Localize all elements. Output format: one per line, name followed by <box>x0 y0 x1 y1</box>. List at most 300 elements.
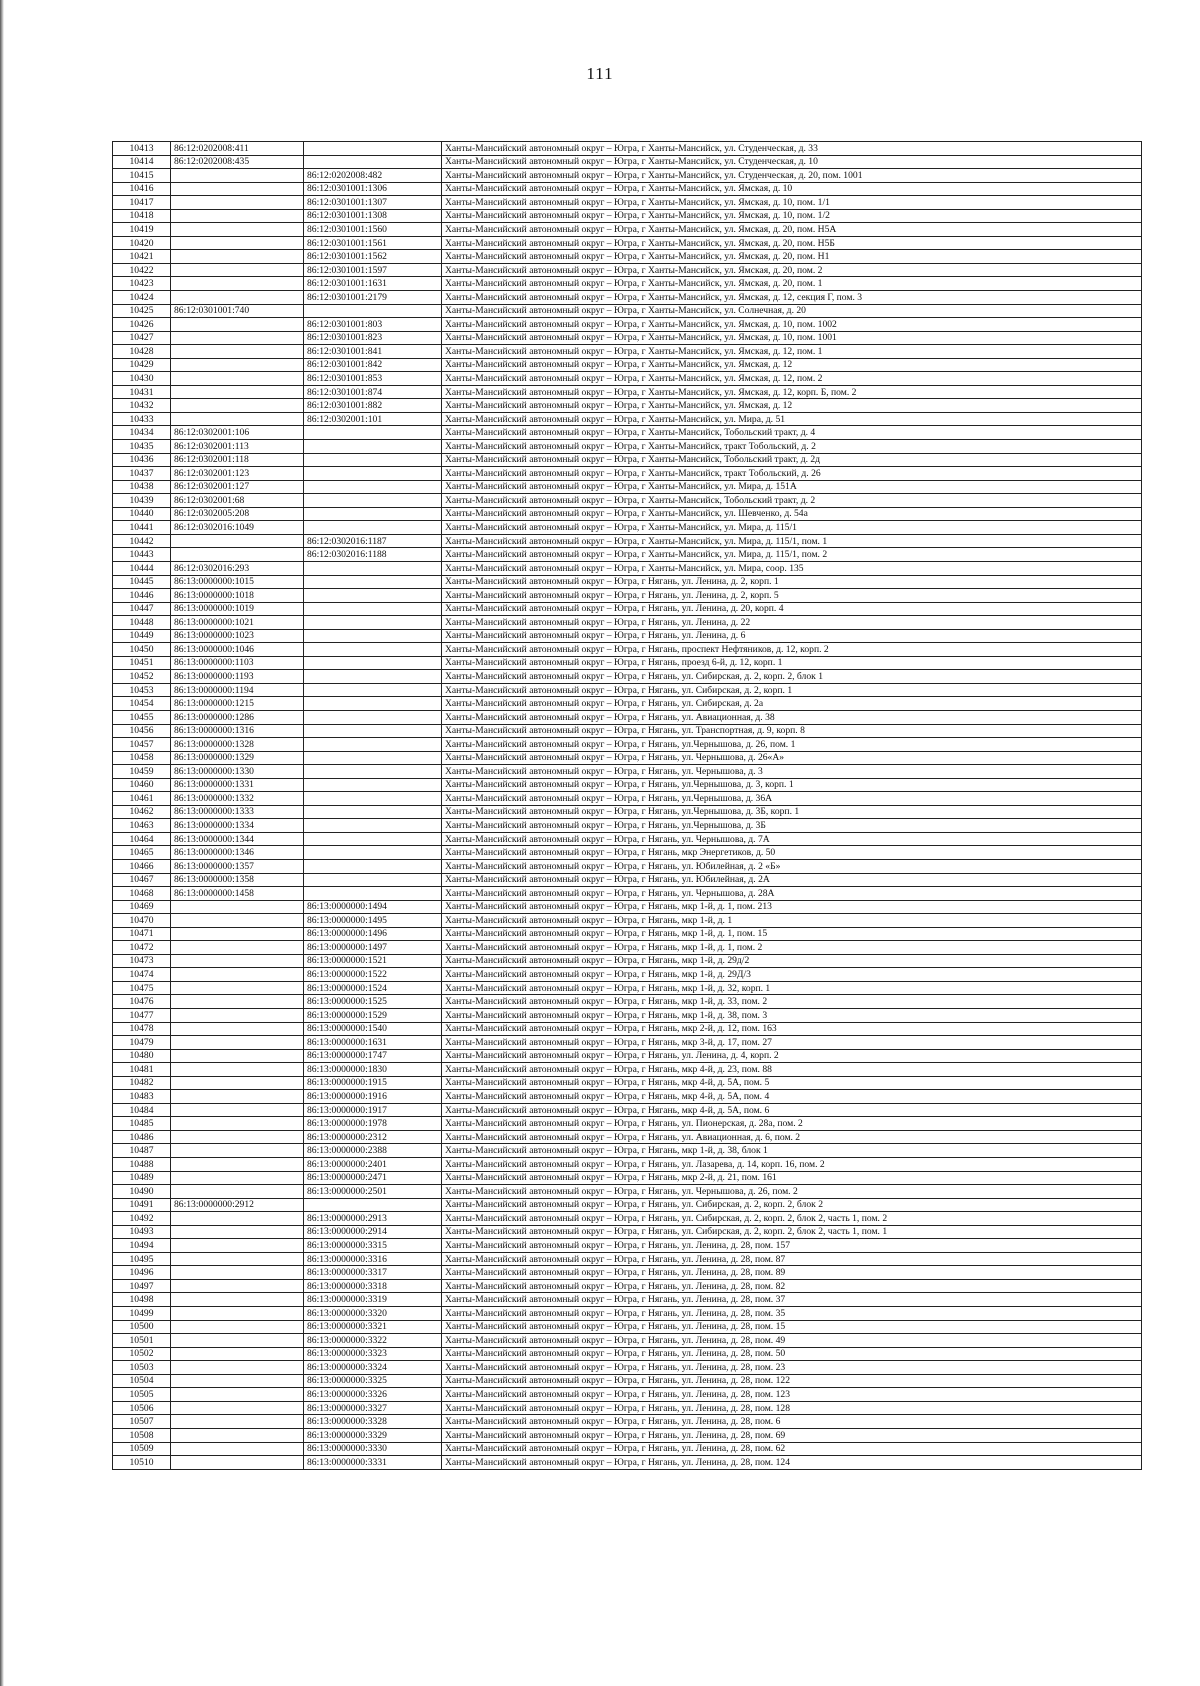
table-row <box>113 358 1142 372</box>
row-number-cell: 10507 <box>113 1415 171 1429</box>
address-cell: Ханты-Мансийский автономный округ – Югра, г Ханты-Мансийск, ул. Ямская, д. 12, секция Г, пом. 3 <box>442 291 1142 305</box>
address-cell: Ханты-Мансийский автономный округ – Югра, г Нягань, мкр 2-й, д. 21, пом. 161 <box>442 1171 1142 1185</box>
address-cell: Ханты-Мансийский автономный округ – Югра, г Нягань, ул. Ленина, д. 22 <box>442 616 1142 630</box>
address-cell: Ханты-Мансийский автономный округ – Югра, г Нягань, ул. Ленина, д. 28, пом. 89 <box>442 1266 1142 1280</box>
address-cell: Ханты-Мансийский автономный округ – Югра, г Нягань, мкр 1-й, д. 1, пом. 15 <box>442 927 1142 941</box>
object-cadastral-number-cell: 86:13:0000000:1496 <box>304 927 442 941</box>
address-cell: Ханты-Мансийский автономный округ – Югра, г Нягань, мкр 1-й, д. 38, пом. 3 <box>442 1009 1142 1023</box>
land-cadastral-number-cell: 86:13:0000000:1346 <box>171 846 304 860</box>
land-cadastral-number-cell <box>171 1117 304 1131</box>
address-cell: Ханты-Мансийский автономный округ – Югра, г Нягань, ул. Лазарева, д. 14, корп. 16, пом. 2 <box>442 1158 1142 1172</box>
address-cell: Ханты-Мансийский автономный округ – Югра, г Нягань, ул. Ленина, д. 2, корп. 1 <box>442 575 1142 589</box>
address-cell: Ханты-Мансийский автономный округ – Югра, г Ханты-Мансийск, ул. Мира, д. 115/1 <box>442 521 1142 535</box>
land-cadastral-number-cell: 86:13:0000000:1328 <box>171 738 304 752</box>
object-cadastral-number-cell <box>304 507 442 521</box>
table-row <box>113 1063 1142 1077</box>
address-cell: Ханты-Мансийский автономный округ – Югра, г Нягань, ул. Ленина, д. 28, пом. 82 <box>442 1279 1142 1293</box>
row-number-cell: 10425 <box>113 304 171 318</box>
object-cadastral-number-cell: 86:13:0000000:3324 <box>304 1361 442 1375</box>
land-cadastral-number-cell <box>171 981 304 995</box>
object-cadastral-number-cell: 86:13:0000000:2914 <box>304 1225 442 1239</box>
address-cell: Ханты-Мансийский автономный округ – Югра, г Нягань, ул. Сибирская, д. 2, корп. 2, блок 2, часть 1, пом. 2 <box>442 1212 1142 1226</box>
row-number-cell: 10424 <box>113 291 171 305</box>
table-row <box>113 331 1142 345</box>
land-cadastral-number-cell <box>171 1036 304 1050</box>
address-cell: Ханты-Мансийский автономный округ – Югра, г Нягань, ул. Ленина, д. 28, пом. 23 <box>442 1361 1142 1375</box>
land-cadastral-number-cell: 86:13:0000000:1193 <box>171 670 304 684</box>
row-number-cell: 10426 <box>113 318 171 332</box>
land-cadastral-number-cell <box>171 412 304 426</box>
row-number-cell: 10494 <box>113 1239 171 1253</box>
row-number-cell: 10413 <box>113 142 171 156</box>
object-cadastral-number-cell: 86:13:0000000:3320 <box>304 1307 442 1321</box>
row-number-cell: 10441 <box>113 521 171 535</box>
table-row <box>113 507 1142 521</box>
row-number-cell: 10477 <box>113 1009 171 1023</box>
table-row <box>113 670 1142 684</box>
table-row <box>113 589 1142 603</box>
land-cadastral-number-cell <box>171 968 304 982</box>
land-cadastral-number-cell <box>171 1334 304 1348</box>
object-cadastral-number-cell: 86:13:0000000:1529 <box>304 1009 442 1023</box>
object-cadastral-number-cell: 86:12:0302001:101 <box>304 412 442 426</box>
table-row <box>113 968 1142 982</box>
object-cadastral-number-cell: 86:12:0301001:842 <box>304 358 442 372</box>
table-row <box>113 548 1142 562</box>
table-row <box>113 1185 1142 1199</box>
table-row <box>113 1442 1142 1456</box>
address-cell: Ханты-Мансийский автономный округ – Югра, г Нягань, ул. Юбилейная, д. 2А <box>442 873 1142 887</box>
land-cadastral-number-cell <box>171 1320 304 1334</box>
land-cadastral-number-cell <box>171 250 304 264</box>
row-number-cell: 10503 <box>113 1361 171 1375</box>
row-number-cell: 10448 <box>113 616 171 630</box>
row-number-cell: 10419 <box>113 223 171 237</box>
address-cell: Ханты-Мансийский автономный округ – Югра, г Нягань, ул. Сибирская, д. 2, корп. 2, блок 1 <box>442 670 1142 684</box>
address-cell: Ханты-Мансийский автономный округ – Югра, г Нягань, ул. Ленина, д. 28, пом. 37 <box>442 1293 1142 1307</box>
table-row <box>113 616 1142 630</box>
row-number-cell: 10505 <box>113 1388 171 1402</box>
row-number-cell: 10475 <box>113 981 171 995</box>
table-row <box>113 1401 1142 1415</box>
row-number-cell: 10445 <box>113 575 171 589</box>
address-cell: Ханты-Мансийский автономный округ – Югра, г Нягань, ул. Ленина, д. 28, пом. 69 <box>442 1428 1142 1442</box>
address-cell: Ханты-Мансийский автономный округ – Югра, г Ханты-Мансийск, ул. Шевченко, д. 54а <box>442 507 1142 521</box>
row-number-cell: 10422 <box>113 263 171 277</box>
table-row <box>113 643 1142 657</box>
table-row <box>113 819 1142 833</box>
table-row <box>113 534 1142 548</box>
address-cell: Ханты-Мансийский автономный округ – Югра, г Ханты-Мансийск, ул. Ямская, д. 10, пом. 1001 <box>442 331 1142 345</box>
address-cell: Ханты-Мансийский автономный округ – Югра, г Нягань, мкр 2-й, д. 12, пом. 163 <box>442 1022 1142 1036</box>
row-number-cell: 10423 <box>113 277 171 291</box>
table-row <box>113 1022 1142 1036</box>
land-cadastral-number-cell: 86:12:0302016:293 <box>171 561 304 575</box>
table-row <box>113 859 1142 873</box>
table-row <box>113 1076 1142 1090</box>
object-cadastral-number-cell <box>304 643 442 657</box>
row-number-cell: 10452 <box>113 670 171 684</box>
address-cell: Ханты-Мансийский автономный округ – Югра, г Ханты-Мансийск, ул. Ямская, д. 20, пом. Н5А <box>442 223 1142 237</box>
address-cell: Ханты-Мансийский автономный округ – Югра, г Ханты-Мансийск, ул. Ямская, д. 20, пом. Н5Б <box>442 236 1142 250</box>
object-cadastral-number-cell: 86:12:0301001:1560 <box>304 223 442 237</box>
row-number-cell: 10434 <box>113 426 171 440</box>
row-number-cell: 10455 <box>113 710 171 724</box>
address-cell: Ханты-Мансийский автономный округ – Югра, г Нягань, ул. Чернышова, д. 28А <box>442 887 1142 901</box>
table-row <box>113 575 1142 589</box>
address-cell: Ханты-Мансийский автономный округ – Югра, г Нягань, ул.Чернышова, д. 26, пом. 1 <box>442 738 1142 752</box>
land-cadastral-number-cell: 86:13:0000000:1023 <box>171 629 304 643</box>
land-cadastral-number-cell: 86:13:0000000:1331 <box>171 778 304 792</box>
land-cadastral-number-cell: 86:13:0000000:1458 <box>171 887 304 901</box>
address-cell: Ханты-Мансийский автономный округ – Югра, г Нягань, ул. Чернышова, д. 26«А» <box>442 751 1142 765</box>
address-cell: Ханты-Мансийский автономный округ – Югра, г Нягань, мкр 1-й, д. 1 <box>442 914 1142 928</box>
scan-edge-shadow <box>0 0 4 1686</box>
row-number-cell: 10487 <box>113 1144 171 1158</box>
address-cell: Ханты-Мансийский автономный округ – Югра, г Нягань, ул. Ленина, д. 28, пом. 49 <box>442 1334 1142 1348</box>
row-number-cell: 10467 <box>113 873 171 887</box>
object-cadastral-number-cell: 86:13:0000000:3319 <box>304 1293 442 1307</box>
land-cadastral-number-cell: 86:13:0000000:1103 <box>171 656 304 670</box>
row-number-cell: 10464 <box>113 832 171 846</box>
row-number-cell: 10438 <box>113 480 171 494</box>
row-number-cell: 10501 <box>113 1334 171 1348</box>
table-row <box>113 426 1142 440</box>
table-row <box>113 1252 1142 1266</box>
row-number-cell: 10449 <box>113 629 171 643</box>
row-number-cell: 10497 <box>113 1279 171 1293</box>
table-row <box>113 751 1142 765</box>
row-number-cell: 10440 <box>113 507 171 521</box>
object-cadastral-number-cell <box>304 561 442 575</box>
row-number-cell: 10458 <box>113 751 171 765</box>
row-number-cell: 10493 <box>113 1225 171 1239</box>
row-number-cell: 10504 <box>113 1374 171 1388</box>
table-row <box>113 1117 1142 1131</box>
object-cadastral-number-cell <box>304 859 442 873</box>
address-cell: Ханты-Мансийский автономный округ – Югра, г Нягань, ул. Авиационная, д. 6, пом. 2 <box>442 1130 1142 1144</box>
land-cadastral-number-cell: 86:12:0202008:411 <box>171 142 304 156</box>
address-cell: Ханты-Мансийский автономный округ – Югра, г Ханты-Мансийск, ул. Мира, д. 115/1, пом. 2 <box>442 548 1142 562</box>
land-cadastral-number-cell <box>171 941 304 955</box>
address-cell: Ханты-Мансийский автономный округ – Югра, г Нягань, ул. Чернышова, д. 3 <box>442 765 1142 779</box>
address-cell: Ханты-Мансийский автономный округ – Югра, г Ханты-Мансийск, ул. Солнечная, д. 20 <box>442 304 1142 318</box>
object-cadastral-number-cell: 86:13:0000000:2913 <box>304 1212 442 1226</box>
row-number-cell: 10479 <box>113 1036 171 1050</box>
row-number-cell: 10510 <box>113 1456 171 1470</box>
table-row <box>113 1307 1142 1321</box>
land-cadastral-number-cell <box>171 1225 304 1239</box>
land-cadastral-number-cell: 86:12:0202008:435 <box>171 155 304 169</box>
row-number-cell: 10466 <box>113 859 171 873</box>
address-cell: Ханты-Мансийский автономный округ – Югра, г Нягань, ул.Чернышова, д. 3, корп. 1 <box>442 778 1142 792</box>
address-cell: Ханты-Мансийский автономный округ – Югра, г Нягань, проезд 6-й, д. 12, корп. 1 <box>442 656 1142 670</box>
table-row <box>113 1239 1142 1253</box>
table-row <box>113 1103 1142 1117</box>
address-cell: Ханты-Мансийский автономный округ – Югра, г Нягань, ул. Ленина, д. 28, пом. 62 <box>442 1442 1142 1456</box>
land-cadastral-number-cell <box>171 900 304 914</box>
row-number-cell: 10485 <box>113 1117 171 1131</box>
table-row <box>113 494 1142 508</box>
object-cadastral-number-cell <box>304 670 442 684</box>
table-row <box>113 900 1142 914</box>
table-row <box>113 602 1142 616</box>
row-number-cell: 10509 <box>113 1442 171 1456</box>
land-cadastral-number-cell <box>171 277 304 291</box>
object-cadastral-number-cell: 86:12:0301001:882 <box>304 399 442 413</box>
address-cell: Ханты-Мансийский автономный округ – Югра, г Нягань, ул. Чернышова, д. 26, пом. 2 <box>442 1185 1142 1199</box>
address-cell: Ханты-Мансийский автономный округ – Югра, г Нягань, мкр 4-й, д. 5А, пом. 5 <box>442 1076 1142 1090</box>
address-cell: Ханты-Мансийский автономный округ – Югра, г Ханты-Мансийск, тракт Тобольский, д. 26 <box>442 467 1142 481</box>
address-cell: Ханты-Мансийский автономный округ – Югра, г Нягань, ул. Ленина, д. 28, пом. 6 <box>442 1415 1142 1429</box>
object-cadastral-number-cell <box>304 602 442 616</box>
row-number-cell: 10453 <box>113 683 171 697</box>
table-row <box>113 1049 1142 1063</box>
address-cell: Ханты-Мансийский автономный округ – Югра, г Ханты-Мансийск, ул. Студенческая, д. 33 <box>442 142 1142 156</box>
land-cadastral-number-cell <box>171 1442 304 1456</box>
row-number-cell: 10436 <box>113 453 171 467</box>
land-cadastral-number-cell <box>171 169 304 183</box>
address-cell: Ханты-Мансийский автономный округ – Югра, г Нягань, ул.Чернышова, д. 3Б, корп. 1 <box>442 805 1142 819</box>
address-cell: Ханты-Мансийский автономный округ – Югра, г Нягань, ул. Ленина, д. 28, пом. 124 <box>442 1456 1142 1470</box>
row-number-cell: 10437 <box>113 467 171 481</box>
object-cadastral-number-cell: 86:13:0000000:2471 <box>304 1171 442 1185</box>
table-row <box>113 1374 1142 1388</box>
land-cadastral-number-cell: 86:13:0000000:1019 <box>171 602 304 616</box>
table-row <box>113 263 1142 277</box>
object-cadastral-number-cell: 86:12:0301001:1561 <box>304 236 442 250</box>
address-cell: Ханты-Мансийский автономный округ – Югра, г Нягань, мкр 1-й, д. 1, пом. 213 <box>442 900 1142 914</box>
land-cadastral-number-cell <box>171 182 304 196</box>
object-cadastral-number-cell <box>304 710 442 724</box>
row-number-cell: 10431 <box>113 385 171 399</box>
land-cadastral-number-cell <box>171 534 304 548</box>
page-number: 111 <box>586 64 614 83</box>
address-cell: Ханты-Мансийский автономный округ – Югра, г Ханты-Мансийск, ул. Мира, д. 151А <box>442 480 1142 494</box>
address-cell: Ханты-Мансийский автономный округ – Югра, г Нягань, ул. Юбилейная, д. 2 «Б» <box>442 859 1142 873</box>
object-cadastral-number-cell <box>304 629 442 643</box>
object-cadastral-number-cell: 86:12:0301001:874 <box>304 385 442 399</box>
land-cadastral-number-cell <box>171 1456 304 1470</box>
land-cadastral-number-cell <box>171 331 304 345</box>
land-cadastral-number-cell <box>171 1415 304 1429</box>
table-row <box>113 1266 1142 1280</box>
table-row <box>113 223 1142 237</box>
row-number-cell: 10416 <box>113 182 171 196</box>
table-row <box>113 196 1142 210</box>
row-number-cell: 10439 <box>113 494 171 508</box>
address-cell: Ханты-Мансийский автономный округ – Югра, г Ханты-Мансийск, ул. Ямская, д. 20, пом. 1 <box>442 277 1142 291</box>
address-cell: Ханты-Мансийский автономный округ – Югра, г Нягань, ул. Ленина, д. 28, пом. 15 <box>442 1320 1142 1334</box>
object-cadastral-number-cell: 86:13:0000000:3323 <box>304 1347 442 1361</box>
table-row <box>113 345 1142 359</box>
row-number-cell: 10478 <box>113 1022 171 1036</box>
table-row <box>113 453 1142 467</box>
row-number-cell: 10446 <box>113 589 171 603</box>
row-number-cell: 10414 <box>113 155 171 169</box>
table-row <box>113 372 1142 386</box>
table-row <box>113 1320 1142 1334</box>
row-number-cell: 10500 <box>113 1320 171 1334</box>
land-cadastral-number-cell <box>171 1144 304 1158</box>
address-cell: Ханты-Мансийский автономный округ – Югра, г Нягань, мкр 1-й, д. 1, пом. 2 <box>442 941 1142 955</box>
address-cell: Ханты-Мансийский автономный округ – Югра, г Нягань, мкр 1-й, д. 33, пом. 2 <box>442 995 1142 1009</box>
row-number-cell: 10415 <box>113 169 171 183</box>
land-cadastral-number-cell <box>171 1185 304 1199</box>
address-cell: Ханты-Мансийский автономный округ – Югра, г Нягань, ул. Сибирская, д. 2, корп. 2, блок 2 <box>442 1198 1142 1212</box>
address-cell: Ханты-Мансийский автономный округ – Югра, г Ханты-Мансийск, ул. Ямская, д. 10, пом. 1002 <box>442 318 1142 332</box>
table-row <box>113 467 1142 481</box>
land-cadastral-number-cell: 86:13:0000000:1344 <box>171 832 304 846</box>
table-row <box>113 1158 1142 1172</box>
address-cell: Ханты-Мансийский автономный округ – Югра, г Нягань, ул. Ленина, д. 28, пом. 122 <box>442 1374 1142 1388</box>
object-cadastral-number-cell: 86:13:0000000:3318 <box>304 1279 442 1293</box>
table-row <box>113 778 1142 792</box>
table-row <box>113 1456 1142 1470</box>
address-cell: Ханты-Мансийский автономный округ – Югра, г Нягань, ул. Чернышова, д. 7А <box>442 832 1142 846</box>
address-cell: Ханты-Мансийский автономный округ – Югра, г Нягань, мкр 1-й, д. 32, корп. 1 <box>442 981 1142 995</box>
object-cadastral-number-cell: 86:13:0000000:1525 <box>304 995 442 1009</box>
land-cadastral-number-cell <box>171 1022 304 1036</box>
object-cadastral-number-cell <box>304 426 442 440</box>
object-cadastral-number-cell <box>304 832 442 846</box>
object-cadastral-number-cell: 86:13:0000000:1495 <box>304 914 442 928</box>
land-cadastral-number-cell <box>171 209 304 223</box>
object-cadastral-number-cell: 86:13:0000000:3330 <box>304 1442 442 1456</box>
table-row <box>113 887 1142 901</box>
table-row <box>113 304 1142 318</box>
address-cell: Ханты-Мансийский автономный округ – Югра, г Ханты-Мансийск, ул. Ямская, д. 10, пом. 1/1 <box>442 196 1142 210</box>
row-number-cell: 10428 <box>113 345 171 359</box>
address-cell: Ханты-Мансийский автономный округ – Югра, г Нягань, мкр 4-й, д. 23, пом. 88 <box>442 1063 1142 1077</box>
object-cadastral-number-cell <box>304 1198 442 1212</box>
land-cadastral-number-cell <box>171 1063 304 1077</box>
table-row <box>113 1090 1142 1104</box>
row-number-cell: 10489 <box>113 1171 171 1185</box>
row-number-cell: 10492 <box>113 1212 171 1226</box>
row-number-cell: 10469 <box>113 900 171 914</box>
table-row <box>113 629 1142 643</box>
address-cell: Ханты-Мансийский автономный округ – Югра, г Нягань, мкр 4-й, д. 5А, пом. 4 <box>442 1090 1142 1104</box>
land-cadastral-number-cell: 86:13:0000000:1357 <box>171 859 304 873</box>
object-cadastral-number-cell: 86:13:0000000:3315 <box>304 1239 442 1253</box>
land-cadastral-number-cell: 86:13:0000000:1316 <box>171 724 304 738</box>
object-cadastral-number-cell <box>304 873 442 887</box>
row-number-cell: 10461 <box>113 792 171 806</box>
land-cadastral-number-cell: 86:12:0302001:127 <box>171 480 304 494</box>
table-row <box>113 927 1142 941</box>
table-row <box>113 182 1142 196</box>
land-cadastral-number-cell <box>171 291 304 305</box>
land-cadastral-number-cell: 86:13:0000000:2912 <box>171 1198 304 1212</box>
row-number-cell: 10454 <box>113 697 171 711</box>
row-number-cell: 10480 <box>113 1049 171 1063</box>
table-row <box>113 941 1142 955</box>
object-cadastral-number-cell <box>304 453 442 467</box>
land-cadastral-number-cell: 86:13:0000000:1332 <box>171 792 304 806</box>
row-number-cell: 10421 <box>113 250 171 264</box>
row-number-cell: 10460 <box>113 778 171 792</box>
object-cadastral-number-cell <box>304 819 442 833</box>
address-cell: Ханты-Мансийский автономный округ – Югра, г Нягань, проспект Нефтяников, д. 12, корп. 2 <box>442 643 1142 657</box>
row-number-cell: 10450 <box>113 643 171 657</box>
table-row <box>113 1334 1142 1348</box>
land-cadastral-number-cell: 86:12:0302001:113 <box>171 440 304 454</box>
land-cadastral-number-cell <box>171 995 304 1009</box>
address-cell: Ханты-Мансийский автономный округ – Югра, г Нягань, мкр 4-й, д. 5А, пом. 6 <box>442 1103 1142 1117</box>
address-cell: Ханты-Мансийский автономный округ – Югра, г Ханты-Мансийск, ул. Ямская, д. 12, пом. 1 <box>442 345 1142 359</box>
table-row <box>113 995 1142 1009</box>
table-row <box>113 1009 1142 1023</box>
address-cell: Ханты-Мансийский автономный округ – Югра, г Ханты-Мансийск, ул. Мира, д. 115/1, пом. 1 <box>442 534 1142 548</box>
land-cadastral-number-cell <box>171 1049 304 1063</box>
row-number-cell: 10471 <box>113 927 171 941</box>
row-number-cell: 10432 <box>113 399 171 413</box>
row-number-cell: 10459 <box>113 765 171 779</box>
table-row <box>113 318 1142 332</box>
object-cadastral-number-cell: 86:12:0301001:1307 <box>304 196 442 210</box>
address-cell: Ханты-Мансийский автономный округ – Югра, г Ханты-Мансийск, ул. Ямская, д. 12 <box>442 358 1142 372</box>
object-cadastral-number-cell <box>304 480 442 494</box>
address-cell: Ханты-Мансийский автономный округ – Югра, г Ханты-Мансийск, ул. Студенческая, д. 10 <box>442 155 1142 169</box>
address-cell: Ханты-Мансийский автономный округ – Югра, г Ханты-Мансийск, ул. Ямская, д. 12 <box>442 399 1142 413</box>
address-cell: Ханты-Мансийский автономный округ – Югра, г Нягань, ул.Чернышова, д. 3Б <box>442 819 1142 833</box>
table-row <box>113 683 1142 697</box>
object-cadastral-number-cell: 86:13:0000000:1524 <box>304 981 442 995</box>
row-number-cell: 10476 <box>113 995 171 1009</box>
table-row <box>113 209 1142 223</box>
object-cadastral-number-cell <box>304 778 442 792</box>
object-cadastral-number-cell <box>304 521 442 535</box>
table-row <box>113 1130 1142 1144</box>
land-cadastral-number-cell <box>171 1401 304 1415</box>
object-cadastral-number-cell <box>304 738 442 752</box>
object-cadastral-number-cell: 86:12:0302016:1188 <box>304 548 442 562</box>
land-cadastral-number-cell: 86:13:0000000:1333 <box>171 805 304 819</box>
land-cadastral-number-cell <box>171 196 304 210</box>
object-cadastral-number-cell: 86:13:0000000:3322 <box>304 1334 442 1348</box>
land-cadastral-number-cell: 86:13:0000000:1021 <box>171 616 304 630</box>
object-cadastral-number-cell: 86:13:0000000:1497 <box>304 941 442 955</box>
table-row <box>113 399 1142 413</box>
address-cell: Ханты-Мансийский автономный округ – Югра, г Нягань, ул. Ленина, д. 20, корп. 4 <box>442 602 1142 616</box>
land-cadastral-number-cell: 86:12:0302001:106 <box>171 426 304 440</box>
row-number-cell: 10470 <box>113 914 171 928</box>
object-cadastral-number-cell <box>304 765 442 779</box>
row-number-cell: 10468 <box>113 887 171 901</box>
table-row <box>113 480 1142 494</box>
land-cadastral-number-cell: 86:12:0301001:740 <box>171 304 304 318</box>
object-cadastral-number-cell <box>304 616 442 630</box>
address-cell: Ханты-Мансийский автономный округ – Югра, г Ханты-Мансийск, ул. Студенческая, д. 20, пом. 1001 <box>442 169 1142 183</box>
land-cadastral-number-cell <box>171 1293 304 1307</box>
address-cell: Ханты-Мансийский автономный округ – Югра, г Нягань, ул. Сибирская, д. 2, корп. 1 <box>442 683 1142 697</box>
object-cadastral-number-cell: 86:13:0000000:1917 <box>304 1103 442 1117</box>
land-cadastral-number-cell <box>171 385 304 399</box>
object-cadastral-number-cell: 86:13:0000000:1494 <box>304 900 442 914</box>
object-cadastral-number-cell <box>304 751 442 765</box>
table-row <box>113 250 1142 264</box>
land-cadastral-number-cell <box>171 1239 304 1253</box>
address-cell: Ханты-Мансийский автономный округ – Югра, г Нягань, ул. Ленина, д. 28, пом. 87 <box>442 1252 1142 1266</box>
row-number-cell: 10498 <box>113 1293 171 1307</box>
object-cadastral-number-cell: 86:13:0000000:3321 <box>304 1320 442 1334</box>
land-cadastral-number-cell: 86:13:0000000:1286 <box>171 710 304 724</box>
object-cadastral-number-cell: 86:12:0301001:1306 <box>304 182 442 196</box>
address-cell: Ханты-Мансийский автономный округ – Югра, г Нягань, мкр 3-й, д. 17, пом. 27 <box>442 1036 1142 1050</box>
object-cadastral-number-cell: 86:13:0000000:3327 <box>304 1401 442 1415</box>
row-number-cell: 10491 <box>113 1198 171 1212</box>
